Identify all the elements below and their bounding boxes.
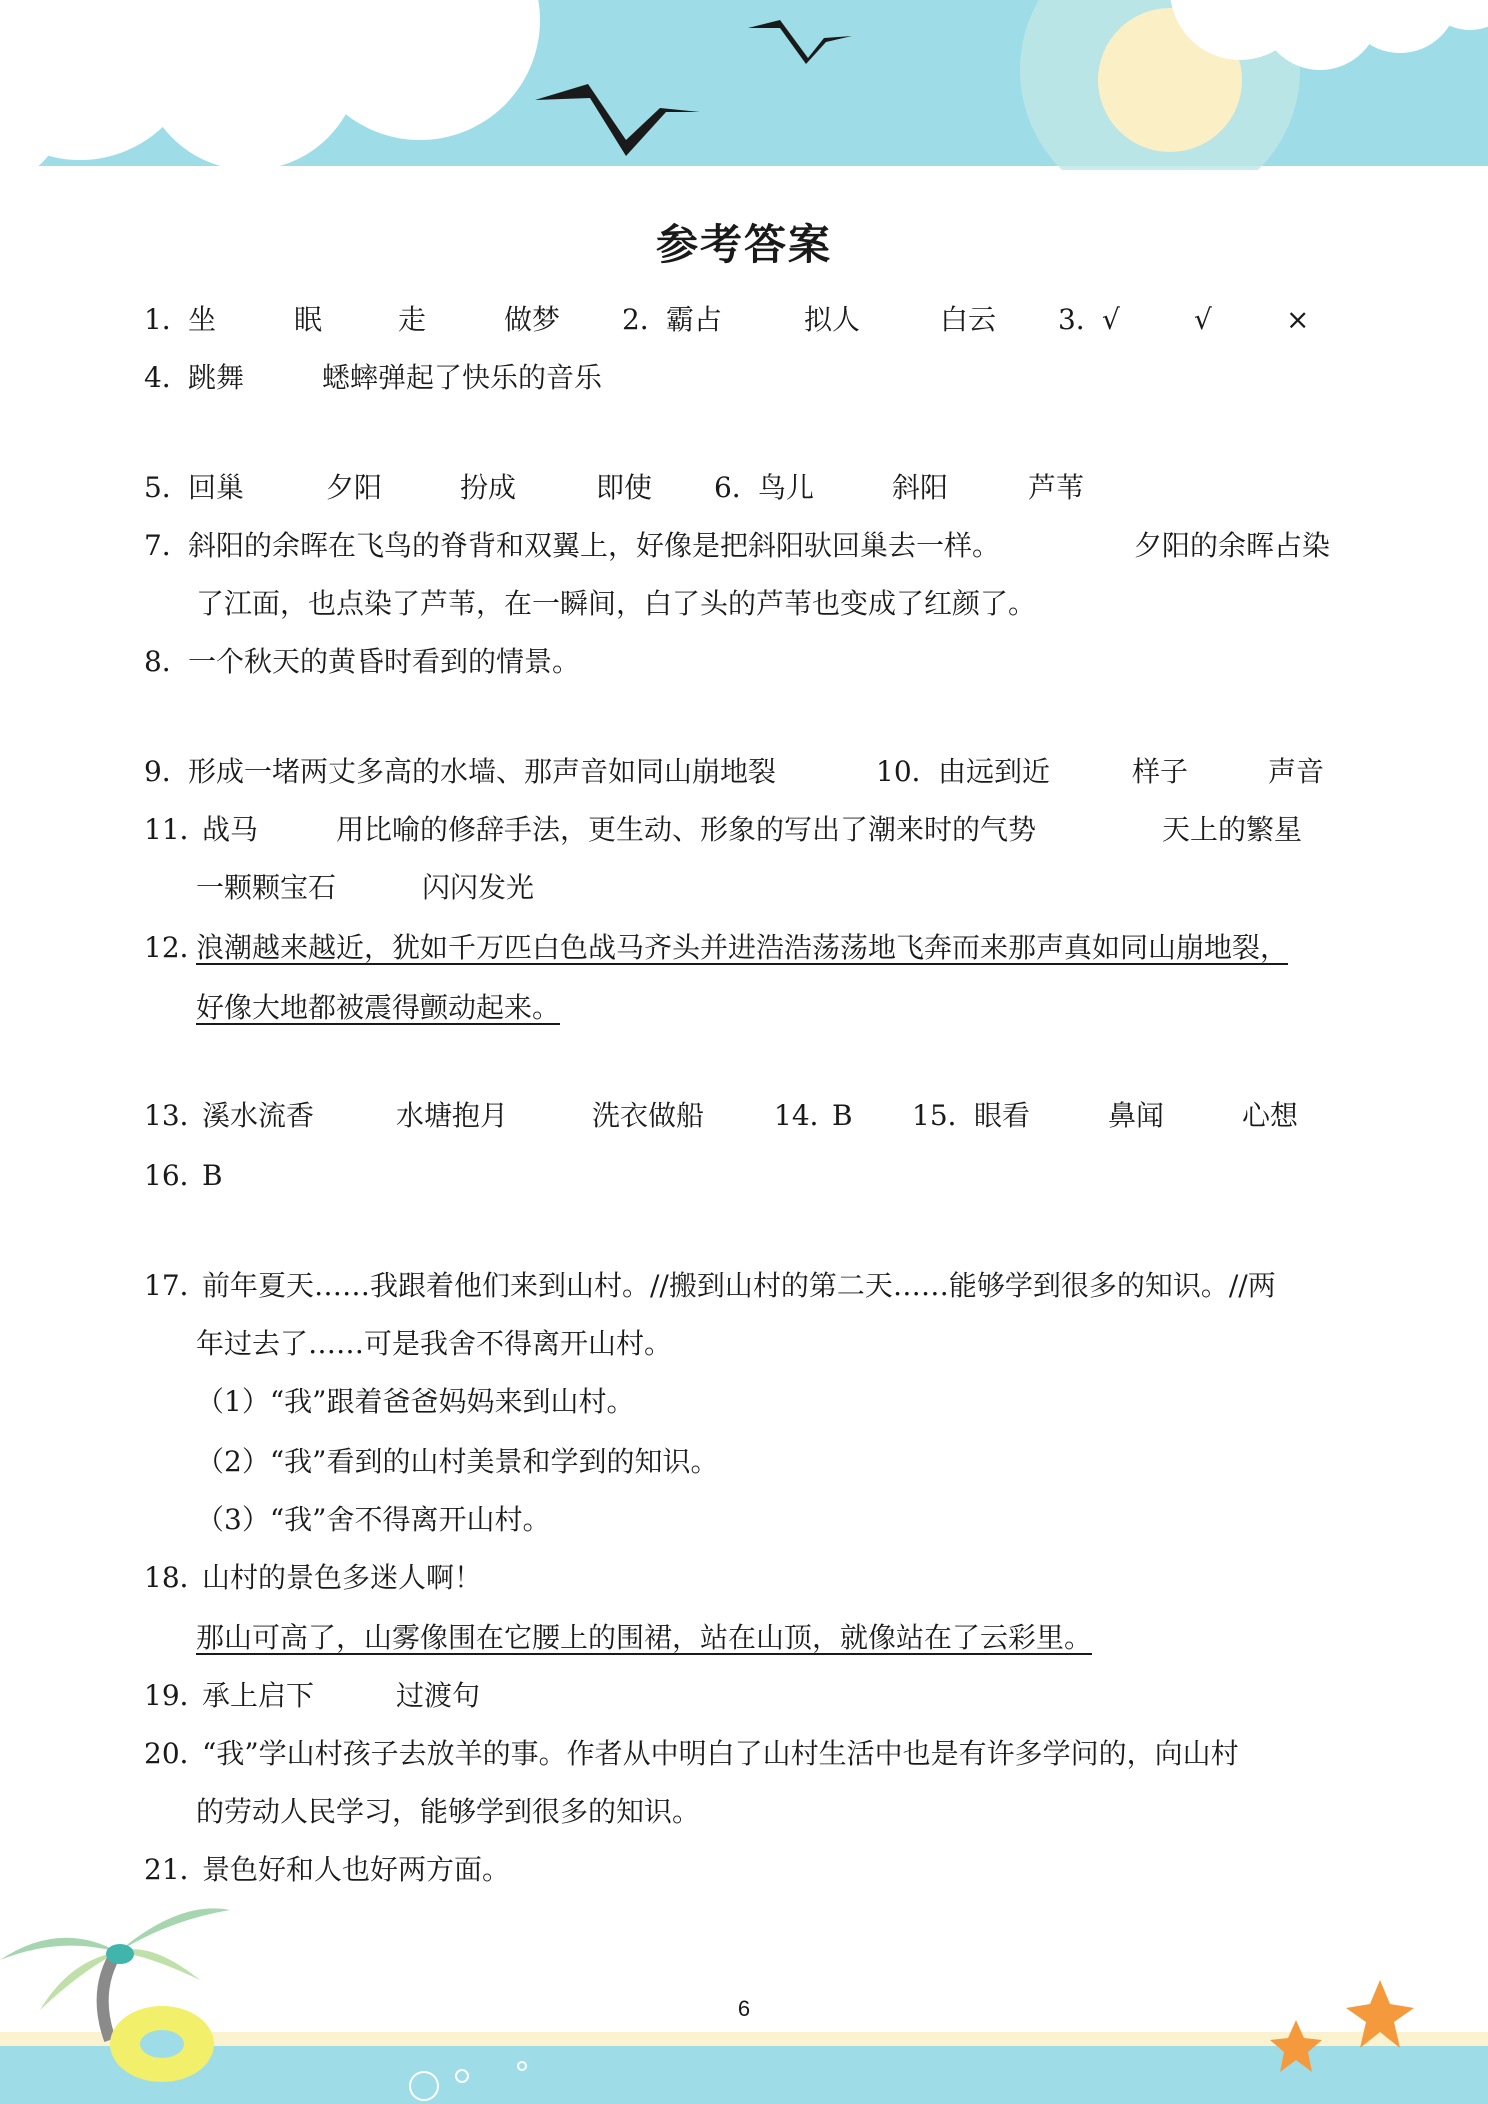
answer-text: 一个秋天的黄昏时看到的情景。 <box>188 645 581 678</box>
answer-text: 眼看 <box>974 1099 1031 1132</box>
answer-text: × <box>1286 303 1310 336</box>
question-number: 10． <box>876 755 940 788</box>
answer-text: 年过去了……可是我舍不得离开山村。 <box>196 1327 673 1360</box>
question-number: 17． <box>144 1269 208 1302</box>
answer-text: 用比喻的修辞手法，更生动、形象的写出了潮来时的气势 <box>336 813 1037 846</box>
sea-strip <box>0 2042 1488 2104</box>
answer-text: 承上启下 <box>202 1679 315 1712</box>
answer-text: 闪闪发光 <box>422 871 535 904</box>
swim-ring-icon <box>110 2006 214 2082</box>
answer-text: 走 <box>398 303 427 336</box>
answer-text: 鼻闻 <box>1108 1099 1165 1132</box>
answer-text: “我”学山村孩子去放羊的事。作者从中明白了山村生活中也是有许多学问的，向山村 <box>202 1737 1239 1770</box>
answer-text: 白云 <box>940 303 997 336</box>
question-number: 14． <box>774 1099 838 1132</box>
answer-text: 样子 <box>1132 755 1189 788</box>
answer-text: 斜阳 <box>892 471 949 504</box>
page-title: 参考答案 <box>655 220 832 269</box>
header-sky-banner <box>0 0 1488 170</box>
question-number: 5． <box>144 471 190 504</box>
question-number: 18． <box>144 1561 208 1594</box>
answer-text: 一颗颗宝石 <box>196 871 337 904</box>
answer-text: √ <box>1102 303 1120 336</box>
answer-text: （2）“我”看到的山村美景和学到的知识。 <box>196 1445 719 1478</box>
answer-text: 过渡句 <box>396 1679 481 1712</box>
question-number: 12． <box>144 931 208 964</box>
underlined-answer: 那山可高了，山雾像围在它腰上的围裙，站在山顶，就像站在了云彩里。 <box>196 1621 1093 1654</box>
question-number: 19． <box>144 1679 208 1712</box>
answer-text: 水塘抱月 <box>396 1099 509 1132</box>
question-number: 9． <box>144 755 190 788</box>
question-number: 8． <box>144 645 190 678</box>
question-number: 16． <box>144 1159 208 1192</box>
question-number: 2． <box>622 303 668 336</box>
answer-text: 回巢 <box>188 471 245 504</box>
answer-text: 形成一堵两丈多高的水墙、那声音如同山崩地裂 <box>188 755 777 788</box>
answer-text: （1）“我”跟着爸爸妈妈来到山村。 <box>196 1385 635 1418</box>
question-number: 7． <box>144 529 190 562</box>
answer-text: 溪水流香 <box>202 1099 315 1132</box>
answer-text: 拟人 <box>804 303 861 336</box>
question-number: 6． <box>714 471 760 504</box>
answer-text: 霸占 <box>666 303 723 336</box>
answer-text: 山村的景色多迷人啊！ <box>202 1561 483 1594</box>
answer-text: 斜阳的余晖在飞鸟的脊背和双翼上，好像是把斜阳驮回巢去一样。 <box>188 529 1001 562</box>
question-number: 11． <box>144 813 208 846</box>
answer-text: 心想 <box>1242 1099 1299 1132</box>
answer-text: 前年夏天……我跟着他们来到山村。//搬到山村的第二天……能够学到很多的知识。//两 <box>202 1269 1276 1302</box>
answer-text: 跳舞 <box>188 361 245 394</box>
question-number: 13． <box>144 1099 208 1132</box>
answer-text: 芦苇 <box>1028 471 1085 504</box>
footer-beach-banner <box>0 1880 1488 2104</box>
answer-text: B <box>832 1099 853 1132</box>
answer-text: 声音 <box>1268 755 1325 788</box>
answer-text: 的劳动人民学习，能够学到很多的知识。 <box>196 1795 701 1828</box>
underlined-answer: 浪潮越来越近，犹如千万匹白色战马齐头并进浩浩荡荡地飞奔而来那声真如同山崩地裂， <box>196 931 1289 964</box>
answer-text: 做梦 <box>504 303 561 336</box>
answer-text: 坐 <box>188 303 217 336</box>
underlined-answer: 好像大地都被震得颤动起来。 <box>196 991 561 1024</box>
answer-text: 即使 <box>596 471 653 504</box>
answer-text: √ <box>1194 303 1212 336</box>
answer-text: 蟋蟀弹起了快乐的音乐 <box>322 361 603 394</box>
answer-text: 天上的繁星 <box>1162 813 1303 846</box>
answer-text: 夕阳的余晖占染 <box>1134 529 1331 562</box>
question-number: 4． <box>144 361 190 394</box>
page-number: 6 <box>737 1996 751 2021</box>
answer-text: 了江面，也点染了芦苇，在一瞬间，白了头的芦苇也变成了红颜了。 <box>196 587 1037 620</box>
sand-strip <box>0 2032 1488 2046</box>
question-number: 21． <box>144 1853 208 1886</box>
answer-text: 鸟儿 <box>758 471 815 504</box>
answer-text: 洗衣做船 <box>592 1099 705 1132</box>
answer-text: 夕阳 <box>326 471 383 504</box>
answer-text: （3）“我”舍不得离开山村。 <box>196 1503 551 1536</box>
answer-text: 由远到近 <box>938 755 1051 788</box>
answer-text: B <box>202 1159 223 1192</box>
question-number: 20． <box>144 1737 208 1770</box>
answer-text: 眠 <box>294 303 323 336</box>
answer-text: 景色好和人也好两方面。 <box>202 1853 511 1886</box>
question-number: 1． <box>144 303 190 336</box>
answer-text: 战马 <box>202 813 259 846</box>
question-number: 3． <box>1058 303 1104 336</box>
answer-text: 扮成 <box>460 471 517 504</box>
question-number: 15． <box>912 1099 976 1132</box>
